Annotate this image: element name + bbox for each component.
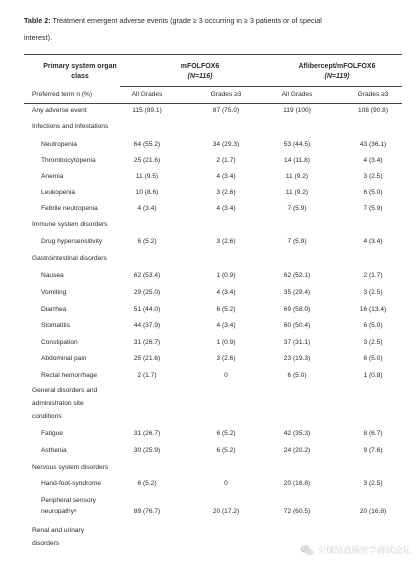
preferred-term-label: Hand-foot-syndrome	[41, 480, 102, 487]
table-row	[0, 480, 419, 498]
arm1-grades3-cell: 4 (3.4)	[216, 322, 236, 329]
table-row	[0, 123, 419, 141]
preferred-term-label: Febrile neutropenia	[41, 205, 98, 212]
arm2-all-grades-header: All Grades	[281, 91, 313, 98]
arm2-grades3-cell: 3 (2.5)	[363, 480, 383, 487]
arm1-all-grades-header: All Grades	[131, 91, 163, 98]
preferred-term-label: Thrombocytopenia	[41, 157, 96, 164]
arm2-grades3-cell: 43 (36.1)	[359, 141, 387, 148]
arm2-all-grades-cell: 7 (5.9)	[287, 238, 307, 245]
arm1-all-grades-cell: 31 (26.7)	[133, 430, 161, 437]
arm1-grades3-cell: 20 (17.2)	[212, 508, 240, 515]
preferred-term-label: Nausea	[41, 272, 64, 279]
arm2-all-grades-cell: 42 (35.3)	[283, 430, 311, 437]
arm2-all-grades-cell: 119 (100)	[283, 107, 311, 114]
arm2-all-grades-cell: 37 (31.1)	[283, 339, 311, 346]
arm1-header	[150, 62, 250, 82]
arm1-all-grades-cell: 51 (44.0)	[133, 306, 161, 313]
arm2-grades3-cell: 20 (16.8)	[359, 508, 387, 515]
arm2-grades3-cell: 16 (13.4)	[359, 306, 387, 313]
arm-rule	[120, 86, 402, 87]
arm1-n: (N=116)	[187, 73, 213, 80]
arm2-grades3-cell: 6 (5.0)	[363, 355, 383, 362]
organ-class-header	[30, 62, 130, 82]
organ-class-label: Immune system disorders	[32, 221, 108, 228]
organ-class-label: Gastrointestinal disorders	[32, 255, 107, 262]
top-rule	[24, 54, 402, 55]
arm2-all-grades-cell: 14 (11.8)	[284, 157, 310, 164]
preferred-term-label: Stomatitis	[41, 322, 70, 329]
organ-class-label: conditions	[32, 413, 62, 420]
table-row	[0, 272, 419, 290]
arm1-all-grades-cell: 89 (76.7)	[133, 508, 161, 515]
arm1-name: mFOLFOX6	[180, 63, 220, 70]
arm1-all-grades-cell: 10 (8.6)	[135, 189, 159, 196]
organ-class-header-line2: class	[71, 73, 89, 80]
preferred-term-label: Peripheral sensory	[41, 497, 96, 504]
preferred-term-label: Diarrhea	[41, 306, 67, 313]
preferred-term-label: Neutropenia	[41, 141, 77, 148]
organ-class-label: Nervous system disorders	[32, 464, 109, 471]
arm1-all-grades-cell: 62 (53.4)	[133, 272, 161, 279]
organ-class-label: Renal and urinary	[32, 527, 85, 534]
arm2-all-grades-cell: 69 (58.0)	[283, 306, 311, 313]
arm1-all-grades-cell: 4 (3.4)	[137, 205, 157, 212]
preferred-term-label: Anemia	[41, 173, 64, 180]
arm1-all-grades-cell: 6 (5.2)	[137, 480, 157, 487]
arm2-all-grades-cell: 72 (60.5)	[283, 508, 311, 515]
caption-label: Table 2:	[24, 16, 51, 25]
arm2-all-grades-cell: 11 (9.2)	[285, 189, 309, 196]
organ-class-label: General disorders and	[32, 387, 98, 394]
preferred-term-label: Abdominal pain	[41, 355, 87, 362]
caption-text-2: interest).	[24, 33, 52, 42]
arm2-grades3-cell: 6 (5.0)	[363, 189, 383, 196]
watermark	[300, 544, 411, 556]
arm1-grades3-cell: 6 (5.2)	[216, 430, 236, 437]
preferred-term-label: Vomiting	[41, 289, 67, 296]
arm2-all-grades-cell: 62 (52.1)	[283, 272, 311, 279]
arm1-all-grades-cell: 6 (5.2)	[137, 238, 157, 245]
table-row	[0, 238, 419, 256]
arm2-grades3-cell: 3 (2.5)	[363, 289, 383, 296]
preferred-term-label: Rectal hemorrhage	[41, 372, 98, 379]
arm1-grades3-cell: 34 (29.3)	[212, 141, 240, 148]
organ-class-label: administraton site	[32, 400, 84, 407]
arm2-all-grades-cell: 6 (5.0)	[287, 372, 307, 379]
arm1-grades3-cell: 4 (3.4)	[216, 173, 236, 180]
arm1-grades3-cell: 3 (2.6)	[216, 189, 236, 196]
arm2-grades3-cell: 108 (90.8)	[357, 107, 389, 114]
wechat-icon	[300, 545, 314, 556]
arm1-all-grades-cell: 25 (21.6)	[133, 157, 161, 164]
arm1-grades3-cell: 6 (5.2)	[216, 447, 236, 454]
table-row	[0, 289, 419, 307]
arm2-header	[262, 62, 412, 82]
table-row	[0, 508, 419, 526]
arm2-grades3-cell: 4 (3.4)	[363, 238, 383, 245]
arm2-all-grades-cell: 53 (44.5)	[283, 141, 311, 148]
arm2-grades3-cell: 8 (6.7)	[363, 430, 383, 437]
arm2-grades3-header: Grades ≥3	[357, 91, 389, 98]
arm1-grades3-cell: 0	[224, 372, 228, 379]
arm2-all-grades-cell: 60 (50.4)	[283, 322, 311, 329]
arm1-grades3-cell: 3 (2.6)	[216, 238, 236, 245]
arm1-all-grades-cell: 11 (9.5)	[135, 173, 159, 180]
arm1-grades3-cell: 87 (75.0)	[212, 107, 240, 114]
arm1-grades3-cell: 1 (0.9)	[216, 339, 236, 346]
arm2-grades3-cell: 4 (3.4)	[363, 157, 383, 164]
arm2-n: (N=119)	[324, 73, 350, 80]
watermark-text: 全球结直肠医学商试论坛	[317, 545, 411, 555]
arm1-grades3-cell: 3 (2.6)	[216, 355, 236, 362]
preferred-term-label: Leukopenia	[41, 189, 76, 196]
organ-class-label: disorders	[32, 540, 60, 547]
preferred-term-label: neuropathyᵃ	[41, 508, 77, 515]
arm2-grades3-cell: 3 (2.5)	[363, 173, 383, 180]
arm1-grades3-cell: 0	[224, 480, 228, 487]
arm1-all-grades-cell: 31 (26.7)	[133, 339, 161, 346]
arm1-all-grades-cell: 44 (37.9)	[133, 322, 161, 329]
arm1-grades3-cell: 2 (1.7)	[216, 157, 236, 164]
arm2-all-grades-cell: 7 (5.9)	[287, 205, 307, 212]
arm2-grades3-cell: 2 (1.7)	[363, 272, 383, 279]
preferred-term-label: Fatigue	[41, 430, 63, 437]
arm1-all-grades-cell: 115 (99.1)	[132, 107, 162, 114]
arm2-all-grades-cell: 24 (20.2)	[283, 447, 311, 454]
arm2-all-grades-cell: 20 (16.8)	[283, 480, 311, 487]
arm1-grades3-cell: 4 (3.4)	[216, 205, 236, 212]
arm1-all-grades-cell: 25 (21.6)	[133, 355, 161, 362]
arm2-name: Aflibercept/mFOLFOX6	[298, 63, 376, 70]
organ-class-label: Infections and infestations	[32, 123, 109, 130]
preferred-term-header: Preferred term n (%)	[32, 91, 93, 98]
table-row	[0, 413, 419, 431]
table-row	[0, 355, 419, 373]
arm2-grades3-cell: 3 (2.5)	[363, 339, 383, 346]
arm1-all-grades-cell: 30 (25.9)	[133, 447, 161, 454]
arm2-all-grades-cell: 35 (29.4)	[283, 289, 311, 296]
preferred-term-label: Constipation	[41, 339, 78, 346]
arm1-grades3-header: Grades ≥3	[210, 91, 242, 98]
arm1-grades3-cell: 1 (0.9)	[216, 272, 236, 279]
preferred-term-label: Drug hypersensitivity	[41, 238, 103, 245]
arm2-grades3-cell: 1 (0.8)	[363, 372, 383, 379]
arm2-grades3-cell: 7 (5.9)	[363, 205, 383, 212]
preferred-term-label: Asthenia	[41, 447, 67, 454]
caption-text: Treatment emergent adverse events (grade ≥ 3 occurring in ≥ 3 patients or of special	[50, 16, 322, 25]
table-row	[0, 447, 419, 465]
arm1-all-grades-cell: 64 (55.2)	[133, 141, 161, 148]
arm1-grades3-cell: 4 (3.4)	[216, 289, 236, 296]
header-bottom-rule	[24, 103, 402, 104]
table-row	[0, 430, 419, 448]
table-row	[0, 322, 419, 340]
arm2-grades3-cell: 6 (5.0)	[363, 322, 383, 329]
table-caption	[24, 12, 404, 46]
arm2-grades3-cell: 9 (7.6)	[363, 447, 383, 454]
table-row	[0, 221, 419, 239]
table-row	[0, 255, 419, 273]
preferred-term-label: Any adverse event	[32, 107, 87, 114]
organ-class-header-line1: Primary system organ	[43, 63, 117, 70]
arm1-grades3-cell: 6 (5.2)	[216, 306, 236, 313]
arm2-all-grades-cell: 23 (19.3)	[283, 355, 311, 362]
arm1-all-grades-cell: 29 (25.0)	[133, 289, 161, 296]
arm2-all-grades-cell: 11 (9.2)	[285, 173, 309, 180]
arm1-all-grades-cell: 2 (1.7)	[137, 372, 157, 379]
